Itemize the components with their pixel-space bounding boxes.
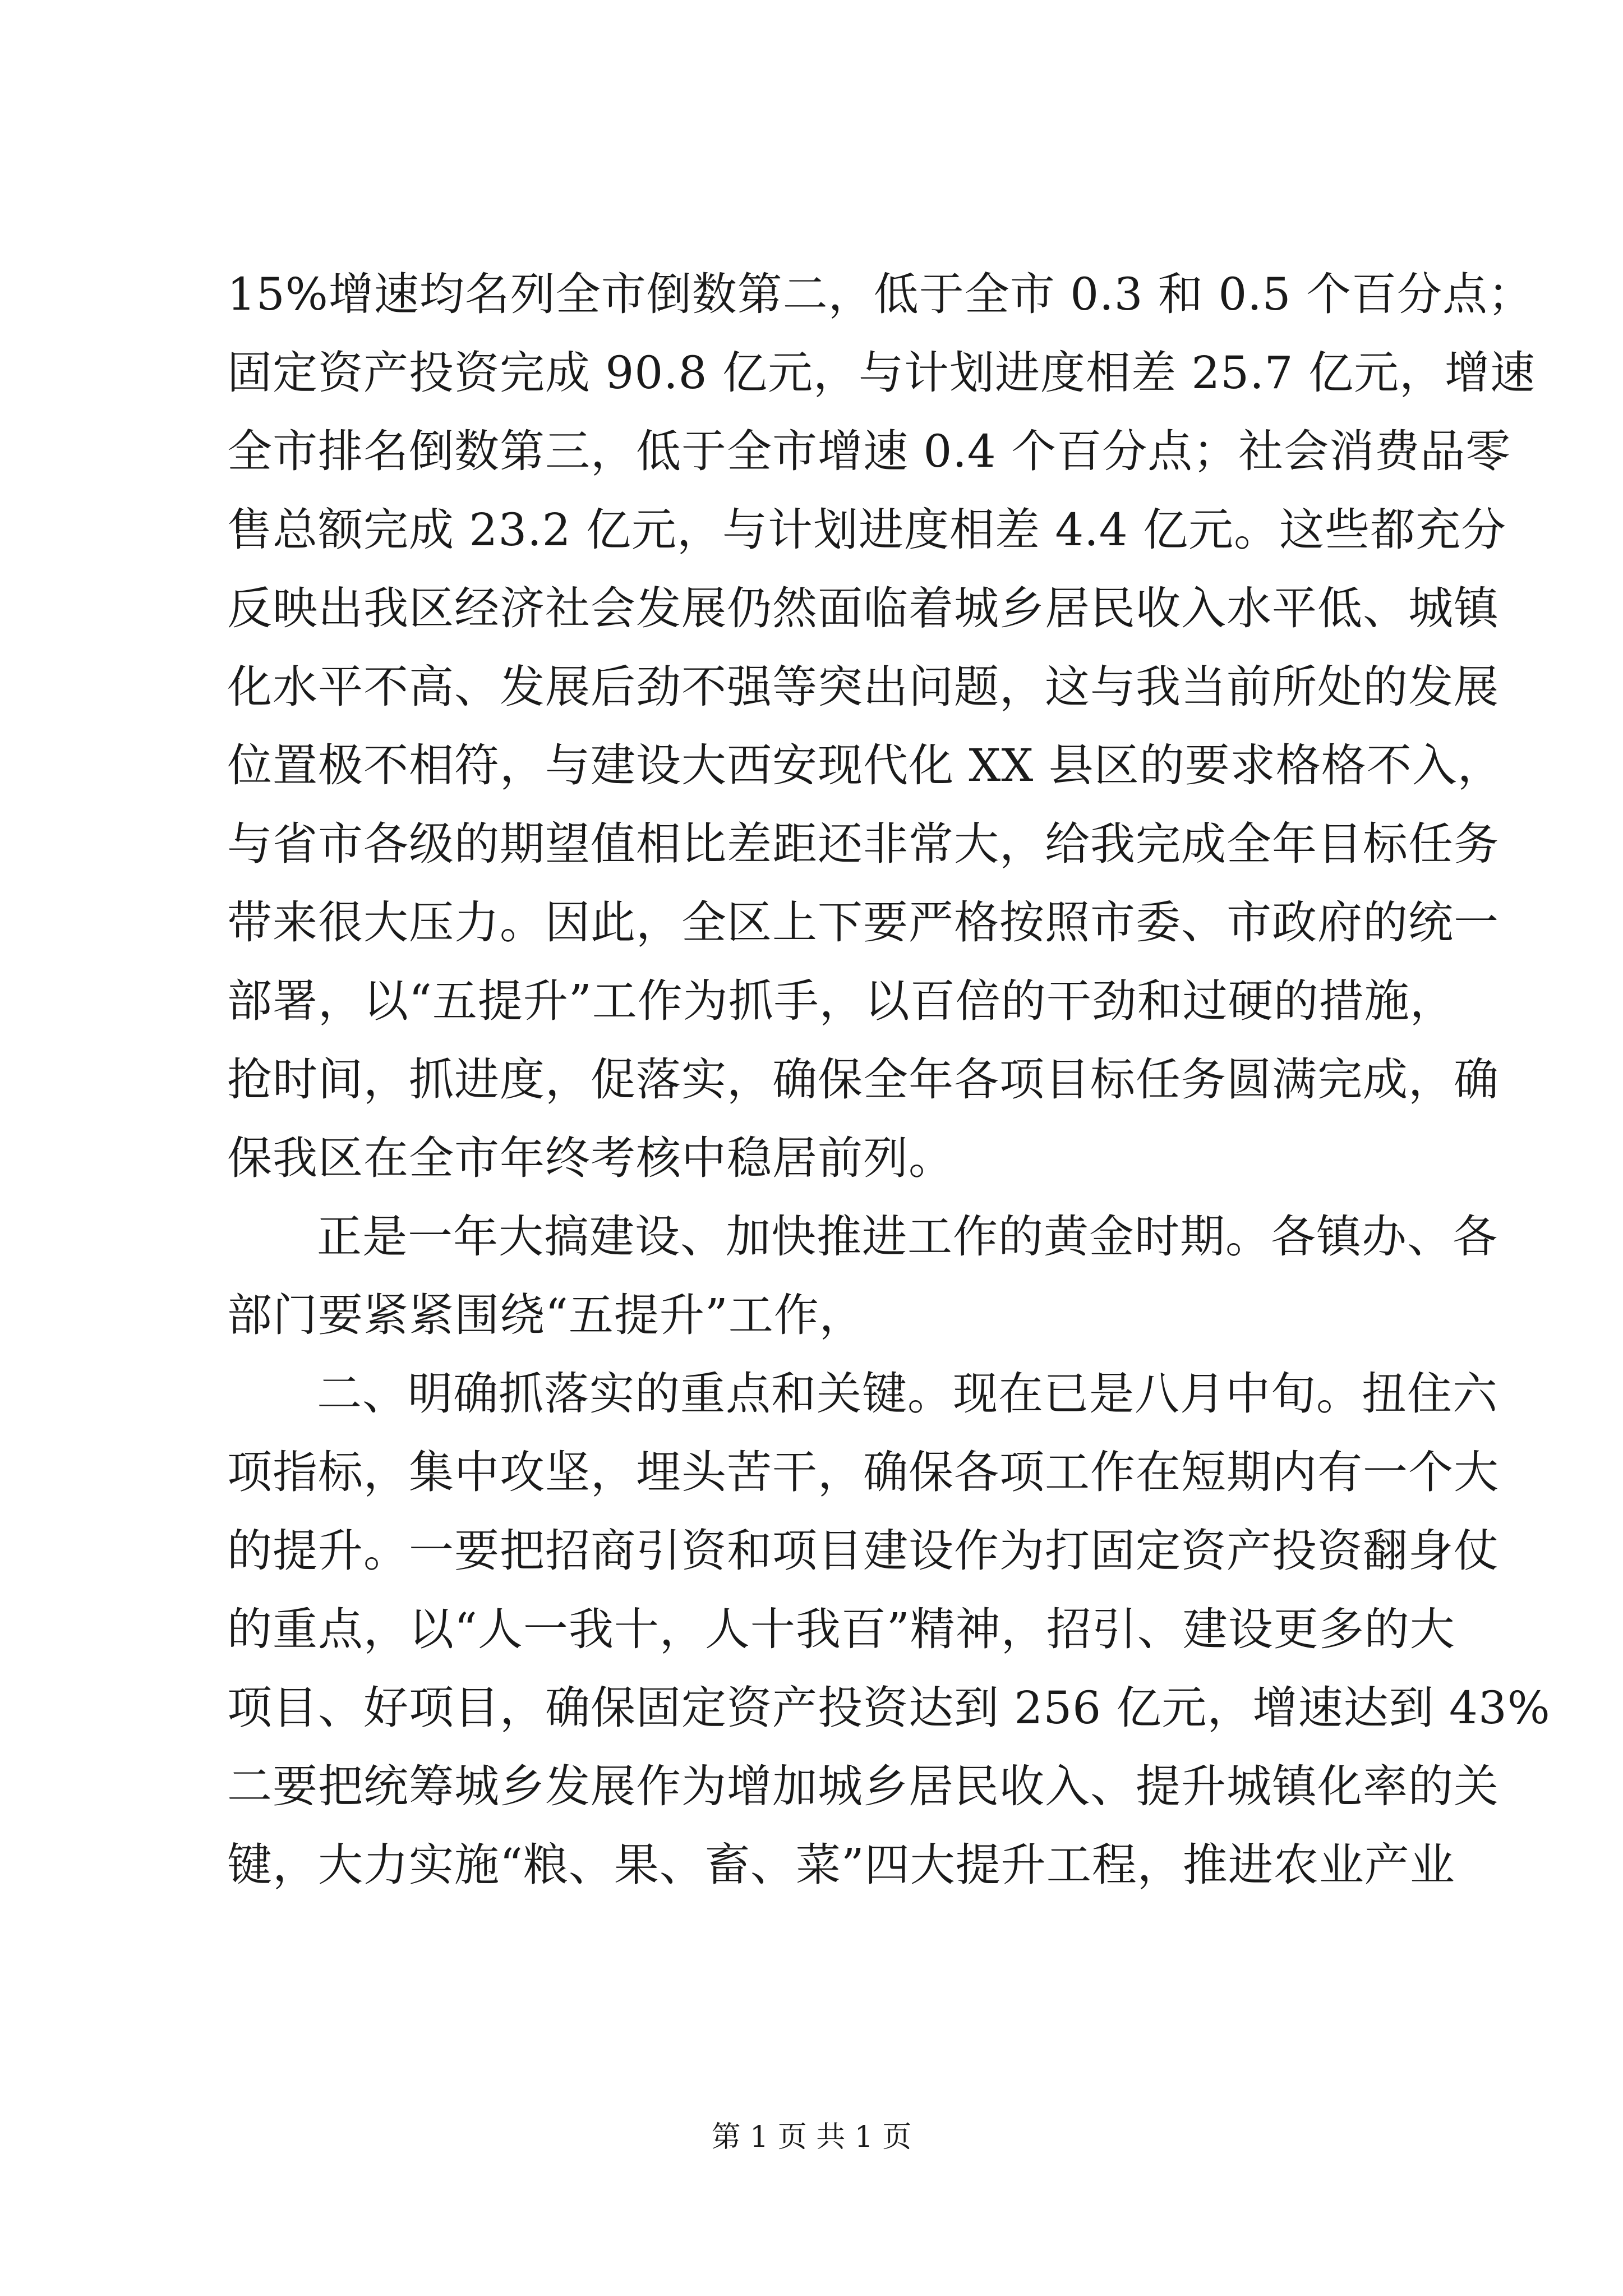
text-line: 二要把统筹城乡发展作为增加城乡居民收入、提升城镇化率的关 [227, 1760, 1499, 1812]
paragraph-first-line: 正是一年大搞建设、加快推进工作的黄金时期。各镇办、各 [317, 1211, 1498, 1263]
page-number: 第 1 页 共 1 页 [711, 2120, 912, 2154]
text-line: 带来很大压力。因此，全区上下要严格按照市委、市政府的统一 [227, 896, 1499, 949]
text-line: 与省市各级的期望值相比差距还非常大，给我完成全年目标任务 [227, 818, 1499, 870]
text-line: 15%增速均名列全市倒数第二，低于全市 0.3 和 0.5 个百分点； [227, 268, 1533, 320]
text-line: 固定资产投资完成 90.8 亿元，与计划进度相差 25.7 亿元，增速 [227, 347, 1536, 399]
text-line: 售总额完成 23.2 亿元，与计划进度相差 4.4 亿元。这些都充分 [227, 504, 1507, 556]
text-line: 项目、好项目，确保固定资产投资达到 256 亿元，增速达到 43% [227, 1682, 1551, 1734]
text-line: 项指标，集中攻坚，埋头苦干，确保各项工作在短期内有一个大 [227, 1446, 1499, 1498]
text-line: 的提升。一要把招商引资和项目建设作为打固定资产投资翻身仗 [227, 1525, 1499, 1577]
text-line: 的重点，以“人一我十，人十我百”精神，招引、建设更多的大 [227, 1603, 1455, 1655]
text-line: 保我区在全市年终考核中稳居前列。 [227, 1132, 954, 1184]
text-line: 全市排名倒数第三，低于全市增速 0.4 个百分点；社会消费品零 [227, 425, 1511, 477]
text-line: 抢时间，抓进度，促落实，确保全年各项目标任务圆满完成，确 [227, 1053, 1499, 1106]
text-line: 位置极不相符，与建设大西安现代化 XX 县区的要求格格不入， [227, 739, 1503, 792]
text-line: 反映出我区经济社会发展仍然面临着城乡居民收入水平低、城镇 [227, 582, 1499, 634]
text-line: 部门要紧紧围绕“五提升”工作， [227, 1289, 865, 1341]
paragraph-first-line: 二、明确抓落实的重点和关键。现在已是八月中旬。扭住六 [317, 1368, 1498, 1420]
text-line: 部署，以“五提升”工作为抓手，以百倍的干劲和过硬的措施， [227, 975, 1455, 1027]
text-line: 键，大力实施“粮、果、畜、菜”四大提升工程，推进农业产业 [227, 1839, 1455, 1891]
page-footer [0, 2118, 1623, 2157]
text-line: 化水平不高、发展后劲不强等突出问题，这与我当前所处的发展 [227, 661, 1499, 713]
document-body [227, 255, 1551, 1904]
